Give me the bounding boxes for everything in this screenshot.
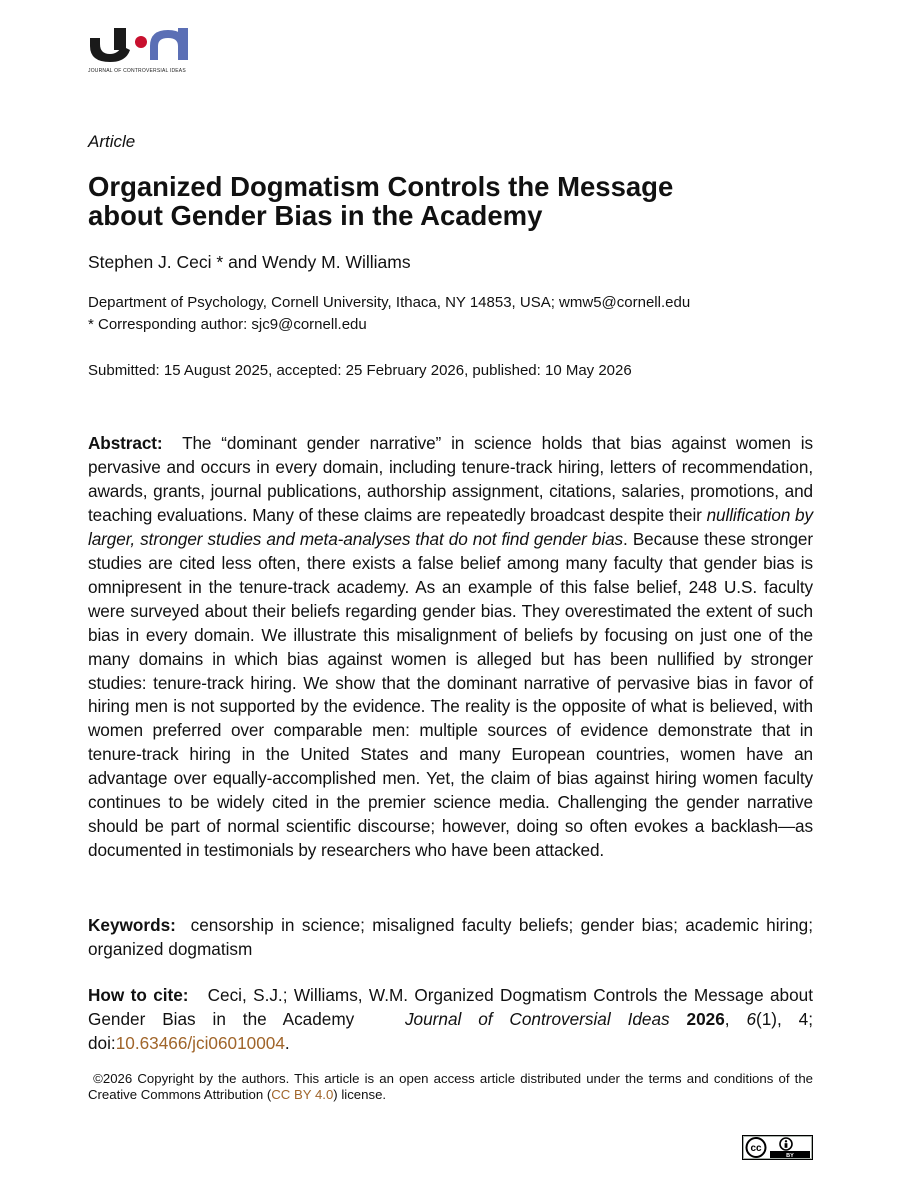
cite-volume: 6 [746,1009,756,1029]
copyright-text-2: ) license. [333,1087,387,1102]
cite-text: Ceci, S.J.; Williams, W.M. Organized Dogmatism Controls the Message about Gender Bias in the Academy [88,985,813,1029]
cite-end: . [284,1033,290,1053]
doi-link[interactable]: 10.63466/jci06010004 [115,1033,285,1053]
cc-glyph: cc [750,1143,762,1154]
abstract-text-part-1: The “dominant gender narrative” in science holds that bias against women is pervasive and occurs in every domain, including tenure-track hiring, letters of recommendation, awards, grants, journal publications, authorship assignment, citations, salaries, promotions, and teaching evaluations. Many of these claims are repeatedly broadcast despite their [88,433,813,525]
article-title [88,172,813,230]
cc-license-icon [742,1135,813,1160]
cite-issue: (1), 4; [756,1009,814,1029]
title-line-2: about Gender Bias in the Academy [88,200,543,231]
keywords-label: Keywords: [88,915,176,935]
keywords-text: censorship in science; misaligned faculty beliefs; gender bias; academic hiring; organized dogmatism [88,915,813,959]
copyright-text-1: ©2026 Copyright by the authors. This article is an open access article distributed under the terms and conditions of the Creative Commons Attribution ( [88,1071,813,1102]
article-type: Article [88,132,136,151]
cc-by-badge[interactable] [742,1135,813,1160]
cite-doi-prefix: doi: [88,1033,116,1053]
title-line-1: Organized Dogmatism Controls the Message [88,171,674,202]
keywords [88,913,813,961]
by-glyph: BY [786,1153,794,1160]
copyright-notice [88,1071,813,1103]
publication-dates: Submitted: 15 August 2025, accepted: 25 February 2026, published: 10 May 2026 [88,362,632,379]
cite-year: 2026 [686,1009,725,1029]
abstract [88,432,813,863]
cite-label: How to cite: [88,985,189,1005]
journal-name: JOURNAL OF CONTROVERSIAL IDEAS [88,68,186,74]
author-list: Stephen J. Ceci * and Wendy M. Williams [88,252,411,272]
affiliation-block [88,292,813,336]
abstract-text-part-2: . Because these stronger studies are cited less often, there exists a false belief among many faculty that gender bias is omnipresent in the tenure-track academy. As an example of this false belief, 248 U.S. faculty were surveyed about their beliefs regarding gender bias. They overestimated the extent of such bias in every domain. We illustrate this misalignment of beliefs by focusing on just one of the many domains in which bias against women is alleged but has been nullified by stronger studies: tenure-track hiring. We show that the dominant narrative of pervasive bias in favor of hiring men is not supported by the evidence. The reality is the opposite of what is believed, with women preferred over comparable men: multiple sources of evidence demonstrate that in tenure-track hiring in the United States and many European countries, women have an advantage over equally-accomplished men. Yet, the claim of bias against hiring women faculty continues to be widely cited in the premier science media. Challenging the gender narrative should be part of normal scientific discourse; however, doing so often evokes a backlash—as documented in testimonials by researchers who have been attacked. [88,528,813,861]
cite-journal: Journal of Controversial Ideas [404,1009,670,1029]
how-to-cite: How to cite: Ceci, S.J.; Williams, W.M. Organized Dogmatism Controls the Message about Gender Bias in the Academy Journal of Controversial Ideas 2026, 6(1), 4; doi:10.63466/jci06010004. [88,985,814,1053]
affiliation: Department of Psychology, Cornell University, Ithaca, NY 14853, USA; wmw5@cornell.edu [88,294,691,311]
jci-logo-mark [88,24,198,68]
journal-logo[interactable] [88,24,198,76]
corresponding-author: * Corresponding author: sjc9@cornell.edu [88,316,367,333]
abstract-text-italic: nullification by larger, stronger studies and meta-analyses that do not find gender bias [88,504,814,549]
cc-by-link[interactable]: CC BY 4.0 [271,1087,334,1102]
abstract-label: Abstract: [88,433,163,453]
